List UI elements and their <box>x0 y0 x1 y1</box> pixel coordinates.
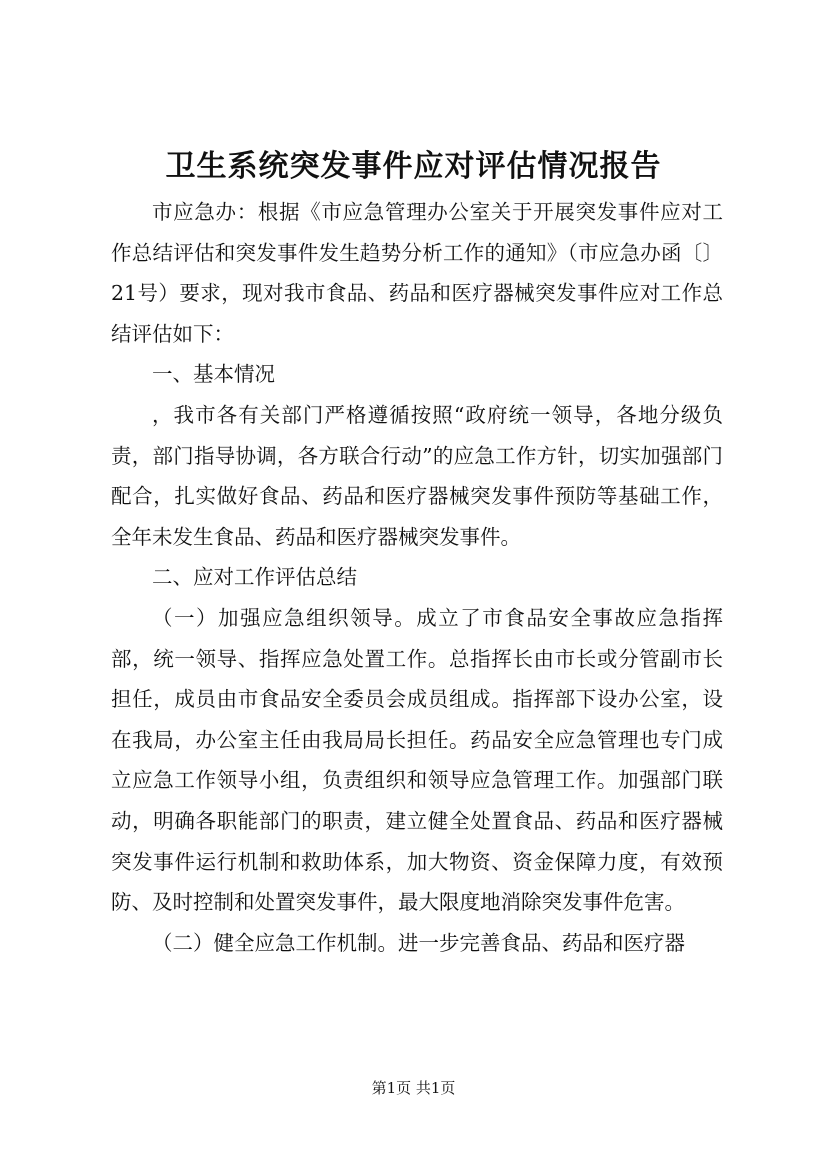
paragraph-intro: 市应急办：根据《市应急管理办公室关于开展突发事件应对工作总结评估和突发事件发生趋势分析工作的通知》（市应急办函〔〕21号）要求，现对我市食品、药品和医疗器械突发事件应对工作总结评估如下： <box>111 200 723 346</box>
paragraph-organization-leadership: （一）加强应急组织领导。成立了市食品安全事故应急指挥部，统一领导、指挥应急处置工作。总指挥长由市长或分管副市长担任，成员由市食品安全委员会成员组成。指挥部下设办公室，设在我局，办公室主任由我局局长担任。药品安全应急管理也专门成立应急工作领导小组，负责组织和领导应急管理工作。加强部门联动，明确各职能部门的职责，建立健全处置食品、药品和医疗器械突发事件运行机制和救助体系，加大物资、资金保障力度，有效预防、及时控制和处置突发事件，最大限度地消除突发事件危害。 <box>111 605 723 915</box>
paragraph-work-mechanism: （二）健全应急工作机制。进一步完善食品、药品和医疗器 <box>152 930 685 955</box>
paragraph-basic-situation: ，我市各有关部门严格遵循按照“政府统一领导，各地分级负责，部门指导协调，各方联合行动”的应急工作方针，切实加强部门配合，扎实做好食品、药品和医疗器械突发事件预防等基础工作，全年未发生食品、药品和医疗器械突发事件。 <box>111 402 723 549</box>
page-footer: 第1页 共1页 <box>371 1079 456 1097</box>
document-title: 卫生系统突发事件应对评估情况报告 <box>165 149 662 184</box>
section-heading-evaluation-summary: 二、应对工作评估总结 <box>152 565 357 590</box>
section-heading-basic-situation: 一、基本情况 <box>152 362 275 387</box>
document-body <box>111 192 723 963</box>
